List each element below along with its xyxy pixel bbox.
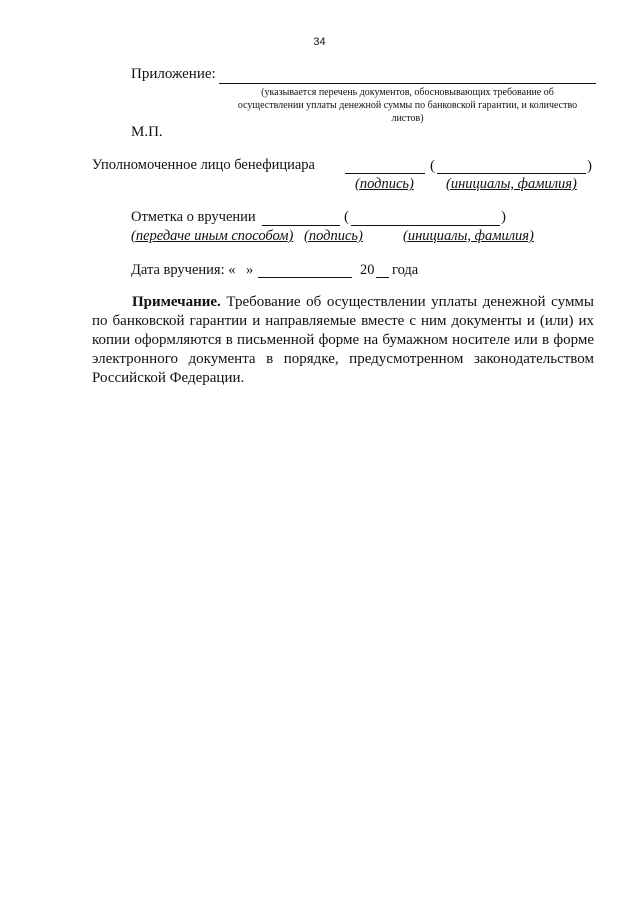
beneficiary-name-line (437, 173, 586, 174)
beneficiary-open-paren: ( (430, 158, 435, 174)
delivery-mark-name-caption: (инициалы, фамилия) (403, 228, 534, 244)
beneficiary-close-paren: ) (587, 158, 592, 174)
delivery-mark-label: Отметка о вручении (131, 209, 256, 225)
beneficiary-signature-line (345, 173, 425, 174)
attachment-line (219, 83, 596, 84)
seal-label: М.П. (131, 124, 163, 140)
attachment-hint-line1: (указывается перечень документов, обосновывающих требование об (261, 87, 554, 98)
beneficiary-label: Уполномоченное лицо бенефициара (92, 157, 315, 173)
beneficiary-name-caption: (инициалы, фамилия) (446, 176, 577, 192)
delivery-date-year-suffix: года (392, 262, 419, 278)
delivery-date-century: 20 (360, 262, 375, 278)
attachment-hint-line3: листов) (391, 113, 424, 124)
delivery-mark-name-line (351, 225, 500, 226)
delivery-mark-close-paren: ) (501, 209, 506, 225)
delivery-mark-open-paren: ( (344, 209, 349, 225)
delivery-mark-signature-line (262, 225, 340, 226)
delivery-mark-signature-caption: (подпись) (304, 228, 363, 244)
delivery-mark-method-caption: (передаче иным способом) (131, 228, 294, 244)
attachment-hint (219, 86, 596, 125)
note-text: Требование об осуществлении уплаты денежной суммы по банковской гарантии и направляемые вместе с ним документы и (или) их копии оформляются в письменной форме на бумажном носителе или в форме электронного документа в порядке, предусмотренном законодательством Российской Федерации. (92, 294, 595, 386)
note-label: Примечание. (132, 294, 221, 310)
note-body (92, 293, 594, 388)
delivery-date-month-line (258, 277, 352, 278)
attachment-hint-line2: осуществлении уплаты денежной суммы по банковской гарантии, и количество (237, 100, 578, 111)
delivery-date-year-line (376, 277, 389, 278)
note-paragraph (92, 293, 594, 388)
delivery-date-label: Дата вручения: « (131, 262, 236, 278)
delivery-date-quote-close: » (246, 262, 254, 278)
page-number: 34 (313, 36, 326, 48)
beneficiary-signature-caption: (подпись) (355, 176, 414, 192)
attachment-label: Приложение: (131, 66, 216, 82)
